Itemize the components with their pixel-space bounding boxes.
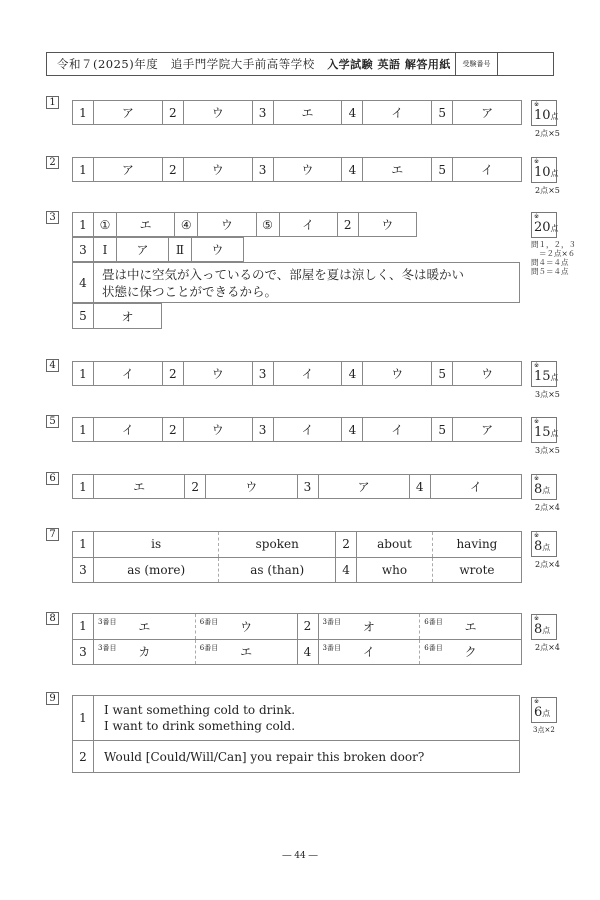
answer-value: オ — [362, 619, 375, 634]
item-number: 1 — [73, 213, 94, 237]
answer-cell[interactable] — [94, 263, 520, 303]
question-number: 6 — [46, 472, 59, 485]
score-box — [531, 697, 557, 723]
answer-cell[interactable]: ウ — [198, 213, 256, 237]
question-number: 5 — [46, 415, 59, 428]
answer-cell[interactable]: ア — [453, 101, 522, 125]
answer-cell[interactable] — [318, 614, 420, 640]
q4-answer-table — [72, 361, 522, 386]
point-allocation — [531, 240, 576, 276]
score-box — [531, 614, 557, 640]
item-number: 2 — [337, 213, 358, 237]
answer-cell[interactable] — [94, 639, 196, 665]
answer-cell[interactable]: オ — [94, 304, 162, 329]
item-number: 3 — [297, 475, 318, 499]
answer-line: I want to drink something cold. — [104, 719, 296, 733]
answer-cell[interactable]: ウ — [183, 418, 252, 442]
header-title — [47, 56, 455, 72]
answer-cell[interactable]: ウ — [183, 101, 252, 125]
page-number: ― 44 ― — [282, 851, 318, 861]
point-allocation: 2点×5 — [535, 129, 560, 138]
item-number: 1 — [73, 532, 94, 558]
sub-label: Ⅰ — [94, 238, 117, 262]
answer-cell[interactable]: ア — [117, 238, 169, 262]
score-value: 15 — [534, 369, 551, 384]
score-value: 20 — [534, 220, 551, 235]
score-value: 8 — [534, 539, 543, 554]
answer-cell[interactable]: イ — [430, 475, 521, 499]
point-allocation: 3点×5 — [535, 446, 560, 455]
answer-cell[interactable]: as (than) — [219, 557, 336, 583]
item-number: 4 — [342, 101, 363, 125]
header-school: 追手門学院大手前高等学校 — [170, 57, 315, 71]
question-number: 7 — [46, 528, 59, 541]
answer-line: Would [Could/Will/Can] you repair this broken door? — [104, 749, 425, 764]
answer-cell[interactable]: イ — [94, 418, 163, 442]
score-value: 8 — [534, 482, 543, 497]
answer-value: エ — [464, 619, 477, 634]
answer-value: イ — [362, 645, 375, 660]
item-number: 3 — [73, 557, 94, 583]
score-marker: ※ — [534, 532, 540, 539]
sub-label: ⑤ — [256, 213, 279, 237]
q3-row1-table — [72, 212, 417, 237]
score-box — [531, 157, 557, 183]
score-marker: ※ — [534, 615, 540, 622]
answer-cell[interactable]: ア — [94, 158, 163, 182]
order-label: 3番目 — [322, 618, 341, 626]
alloc-line: 問４＝４点 — [531, 258, 569, 267]
answer-cell[interactable] — [195, 639, 297, 665]
sub-label: ① — [94, 213, 117, 237]
q3-row2-table — [72, 237, 244, 262]
alloc-line: ＝２点×６ — [539, 249, 576, 258]
score-marker: ※ — [534, 362, 540, 369]
score-box — [531, 417, 557, 443]
answer-cell[interactable]: エ — [273, 101, 342, 125]
answer-cell[interactable]: ウ — [273, 158, 342, 182]
answer-cell[interactable]: エ — [94, 475, 185, 499]
score-value: 10 — [534, 165, 551, 180]
answer-value: エ — [240, 645, 253, 660]
score-box — [531, 531, 557, 557]
item-number: 5 — [432, 418, 453, 442]
question-number: 9 — [46, 692, 59, 705]
question-number: 4 — [46, 359, 59, 372]
answer-line: 状態に保つことができるから。 — [102, 283, 278, 299]
question-number: 3 — [46, 211, 59, 224]
item-number: 1 — [73, 101, 94, 125]
item-number: 2 — [162, 362, 183, 386]
score-box — [531, 361, 557, 387]
score-marker: ※ — [534, 418, 540, 425]
item-number: 5 — [432, 158, 453, 182]
answer-value: カ — [138, 645, 151, 660]
item-number: 3 — [252, 418, 273, 442]
exam-number-label: 受験番号 — [455, 53, 497, 75]
exam-number-field[interactable] — [497, 53, 553, 75]
answer-cell[interactable]: who — [357, 557, 433, 583]
q7-answer-table — [72, 531, 522, 583]
answer-cell[interactable]: イ — [453, 158, 522, 182]
answer-cell[interactable]: wrote — [432, 557, 521, 583]
order-label: 6番目 — [199, 618, 219, 626]
item-number: 2 — [73, 741, 94, 773]
score-marker: ※ — [534, 213, 540, 220]
q1-answer-table — [72, 100, 522, 125]
sub-label: ④ — [175, 213, 198, 237]
answer-cell[interactable]: イ — [94, 362, 163, 386]
score-value: 10 — [534, 108, 551, 123]
answer-cell[interactable] — [94, 741, 520, 773]
q2-answer-table — [72, 157, 522, 182]
answer-cell[interactable]: ウ — [453, 362, 522, 386]
item-number: 2 — [185, 475, 206, 499]
q6-answer-table — [72, 474, 522, 499]
answer-value: ウ — [240, 619, 253, 634]
answer-value: エ — [138, 619, 151, 634]
answer-cell[interactable] — [420, 614, 522, 640]
item-number: 1 — [73, 696, 94, 741]
item-number: 3 — [252, 362, 273, 386]
item-number: 2 — [297, 614, 318, 640]
item-number: 5 — [432, 362, 453, 386]
question-number: 2 — [46, 156, 59, 169]
score-marker: ※ — [534, 101, 540, 108]
q3-row3-table — [72, 262, 520, 303]
score-box — [531, 212, 557, 238]
answer-cell[interactable] — [420, 639, 522, 665]
q9-answer-table — [72, 695, 520, 773]
answer-cell[interactable]: イ — [273, 418, 342, 442]
score-unit: 点 — [550, 169, 559, 178]
item-number: 4 — [409, 475, 430, 499]
answer-cell[interactable]: イ — [363, 418, 432, 442]
score-marker: ※ — [534, 475, 540, 482]
answer-cell[interactable]: イ — [273, 362, 342, 386]
item-number: 1 — [73, 614, 94, 640]
item-number: 4 — [342, 418, 363, 442]
item-number: 2 — [162, 158, 183, 182]
score-value: 6 — [534, 705, 543, 720]
score-value: 8 — [534, 622, 543, 637]
answer-cell[interactable] — [318, 639, 420, 665]
item-number: 2 — [162, 418, 183, 442]
score-value: 15 — [534, 425, 551, 440]
answer-cell[interactable] — [94, 696, 520, 741]
item-number: 2 — [336, 532, 357, 558]
order-label: 6番目 — [199, 643, 219, 652]
point-allocation: 3点×2 — [533, 726, 555, 734]
question-number: 1 — [46, 96, 59, 109]
score-box — [531, 474, 557, 500]
answer-cell[interactable]: イ — [279, 213, 337, 237]
score-marker: ※ — [534, 158, 540, 165]
alloc-line: 問５＝４点 — [531, 267, 569, 276]
item-number: 4 — [342, 158, 363, 182]
item-number: 3 — [252, 101, 273, 125]
q8-answer-table — [72, 613, 522, 665]
score-unit: 点 — [550, 373, 559, 382]
point-allocation: 3点×5 — [535, 390, 560, 399]
item-number: 1 — [73, 362, 94, 386]
order-label: 6番目 — [424, 643, 443, 652]
order-label: 3番目 — [98, 643, 117, 652]
order-label: 3番目 — [98, 618, 117, 626]
answer-cell[interactable]: as (more) — [94, 557, 219, 583]
answer-cell[interactable]: ウ — [358, 213, 416, 237]
answer-cell[interactable]: ア — [318, 475, 409, 499]
answer-cell[interactable]: spoken — [219, 532, 336, 558]
answer-value: ク — [464, 645, 477, 660]
item-number: 4 — [336, 557, 357, 583]
point-allocation: 2点×4 — [535, 643, 560, 652]
score-unit: 点 — [550, 112, 559, 121]
q5-answer-table — [72, 417, 522, 442]
answer-cell[interactable]: イ — [363, 101, 432, 125]
item-number: 3 — [252, 158, 273, 182]
score-unit: 点 — [542, 626, 551, 635]
header-exam: 入学試験 英語 解答用紙 — [327, 58, 451, 71]
answer-cell[interactable]: ウ — [363, 362, 432, 386]
answer-cell[interactable]: having — [432, 532, 521, 558]
answer-cell[interactable]: エ — [117, 213, 175, 237]
item-number: 1 — [73, 475, 94, 499]
answer-cell[interactable]: ウ — [183, 158, 252, 182]
order-label: 6番目 — [424, 618, 443, 626]
item-number: 1 — [73, 418, 94, 442]
score-unit: 点 — [550, 224, 559, 233]
alloc-line: 問１，２，３ — [531, 240, 576, 249]
item-number: 3 — [73, 639, 94, 665]
point-allocation: 2点×5 — [535, 186, 560, 195]
answer-line: 畳は中に空気が入っているので、部屋を夏は涼しく、冬は暖かい — [102, 266, 465, 282]
header-year: 令和７(2025)年度 — [57, 57, 159, 71]
answer-cell[interactable]: ウ — [192, 238, 244, 262]
score-unit: 点 — [542, 709, 551, 718]
point-allocation: 2点×4 — [535, 560, 560, 569]
sub-label: Ⅱ — [169, 238, 192, 262]
answer-line: I want something cold to drink. — [104, 703, 296, 717]
item-number: 5 — [73, 304, 94, 329]
answer-cell[interactable]: about — [357, 532, 433, 558]
score-unit: 点 — [550, 429, 559, 438]
item-number: 4 — [342, 362, 363, 386]
item-number: 4 — [297, 639, 318, 665]
score-unit: 点 — [542, 486, 551, 495]
question-number: 8 — [46, 612, 59, 625]
answer-cell[interactable] — [195, 614, 297, 640]
q3-row4-table — [72, 303, 162, 329]
answer-sheet-header — [46, 52, 554, 76]
item-number: 3 — [73, 238, 94, 262]
item-number: 5 — [432, 101, 453, 125]
answer-cell[interactable]: エ — [363, 158, 432, 182]
point-allocation: 2点×4 — [535, 503, 560, 512]
answer-cell[interactable]: ア — [94, 101, 163, 125]
score-unit: 点 — [542, 543, 551, 552]
answer-cell[interactable] — [94, 614, 196, 640]
score-box — [531, 100, 557, 126]
item-number: 1 — [73, 158, 94, 182]
score-marker: ※ — [534, 698, 540, 705]
item-number: 2 — [162, 101, 183, 125]
answer-cell[interactable]: ウ — [183, 362, 252, 386]
answer-cell[interactable]: is — [94, 532, 219, 558]
answer-cell[interactable]: ア — [453, 418, 522, 442]
order-label: 3番目 — [322, 643, 341, 652]
item-number: 4 — [73, 263, 94, 303]
answer-cell[interactable]: ウ — [206, 475, 297, 499]
